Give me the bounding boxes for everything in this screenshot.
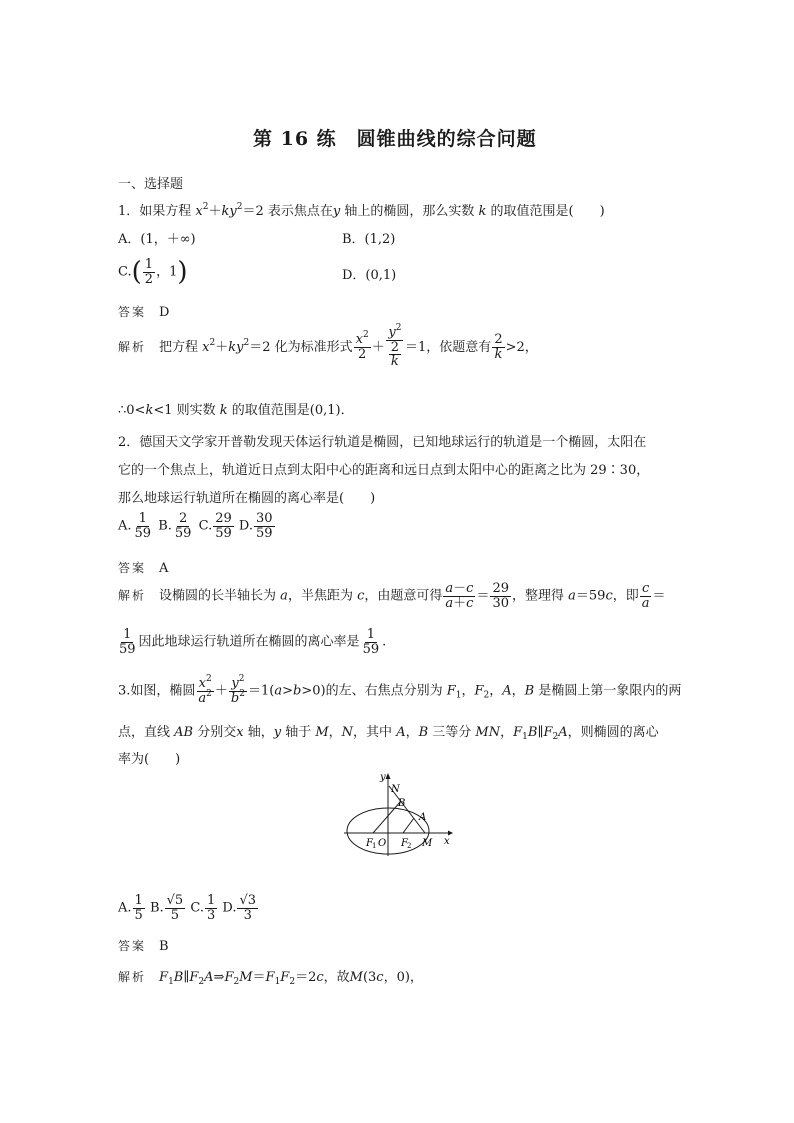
- label-a: A: [419, 812, 427, 823]
- q3-stem-line1: 3.如图，椭圆 $\frac{x^2}{a^2}$ ＋ $\frac{y^2}{b^2}$ ＝1(a>b>0)的左、右焦点分别为 $F_1$，$F_2$，A，B 是椭圆上第一象限内的两: [118, 674, 682, 706]
- ellipse-figure: [340, 768, 460, 856]
- label-f2-sub: 2: [407, 842, 412, 850]
- q2-analysis-conclusion: $\frac{1}{59}$ 因此地球运行轨道所在椭圆的离心率是 $\frac{1}{59}$ .: [119, 627, 387, 657]
- q1-answer: 答案 D: [118, 305, 170, 320]
- label-f1: F: [366, 838, 373, 849]
- q3-stem-line2: 点，直线 AB 分别交x 轴，y 轴于 M，N，其中 A，B 三等分 MN，$F_1B\parallel F_2A$，则椭圆的离心: [118, 725, 659, 742]
- q3-stem-line3: 率为( ): [118, 752, 181, 767]
- q2-options: A. $\frac{1}{59}$ B. $\frac{2}{59}$ C. $\frac{29}{59}$ D. $\frac{30}{59}$: [118, 511, 273, 541]
- q3-answer: 答案 B: [118, 939, 169, 954]
- label-f2: F: [401, 838, 408, 849]
- q1-option-d: D．(0,1): [342, 268, 397, 283]
- label-n: N: [391, 784, 400, 795]
- q1-analysis: 解析 把方程 $x^2+ky^2=2$ 化为标准形式 $\frac{x^2}{2}$ ＋ $\frac{y^2}{\frac{2}{k}}$ ＝1，依题意有 $\frac{2}{k}$ >2，: [118, 323, 538, 370]
- q1-option-a: A．(1，＋∞): [118, 232, 196, 247]
- q1-option-b: B．(1,2): [342, 232, 396, 247]
- page-title: 第 16 练 圆锥曲线的综合问题: [253, 128, 537, 150]
- q1-stem: 1．如果方程 $x^2+ky^2=2$ 表示焦点在y 轴上的椭圆，那么实数 k 的取值范围是( ): [118, 202, 605, 219]
- line-f2a: [403, 818, 414, 833]
- label-b: B: [398, 798, 406, 809]
- q2-analysis: 解析 设椭圆的长半轴长为 a，半焦距为 c，由题意可得 $\frac{a-c}{a+c}$ ＝ $\frac{29}{30}$ ，整理得 a＝59c，即 $\frac{c}{a}$ ＝: [118, 581, 666, 611]
- section-heading: 一、选择题: [118, 177, 184, 192]
- x-axis-arrow: [448, 831, 453, 836]
- q1-option-c: C.( $\frac{1}{2}$ ，1): [118, 257, 188, 288]
- label-x: x: [444, 836, 450, 847]
- q2-stem-line2: 它的一个焦点上，轨道近日点到太阳中心的距离和远日点到太阳中心的距离之比为 29∶30，: [118, 463, 650, 478]
- q2-stem-line3: 那么地球运行轨道所在椭圆的离心率是( ): [118, 491, 376, 506]
- q1-analysis-conclusion: ∴0<k<1 则实数 k 的取值范围是(0,1)．: [118, 403, 354, 418]
- label-m: M: [422, 838, 433, 849]
- label-o: O: [378, 838, 387, 849]
- q3-analysis: 解析 $F_1B\parallel F_2A\Rightarrow F_2M=F_1F_2=2c$，故M(3c，0)，: [118, 970, 423, 987]
- label-f1-sub: 1: [372, 842, 377, 850]
- label-y: y: [380, 772, 386, 783]
- y-axis-arrow: [386, 773, 391, 779]
- line-f1b: [373, 801, 401, 833]
- q2-answer: 答案 A: [118, 561, 169, 576]
- q3-options: A. $\frac{1}{5}$ B. $\frac{√5}{5}$ C. $\frac{1}{3}$ D. $\frac{√3}{3}$: [118, 893, 257, 923]
- q2-stem-line1: 2．德国天文学家开普勒发现天体运行轨道是椭圆，已知地球运行的轨道是一个椭圆，太阳在: [118, 435, 647, 450]
